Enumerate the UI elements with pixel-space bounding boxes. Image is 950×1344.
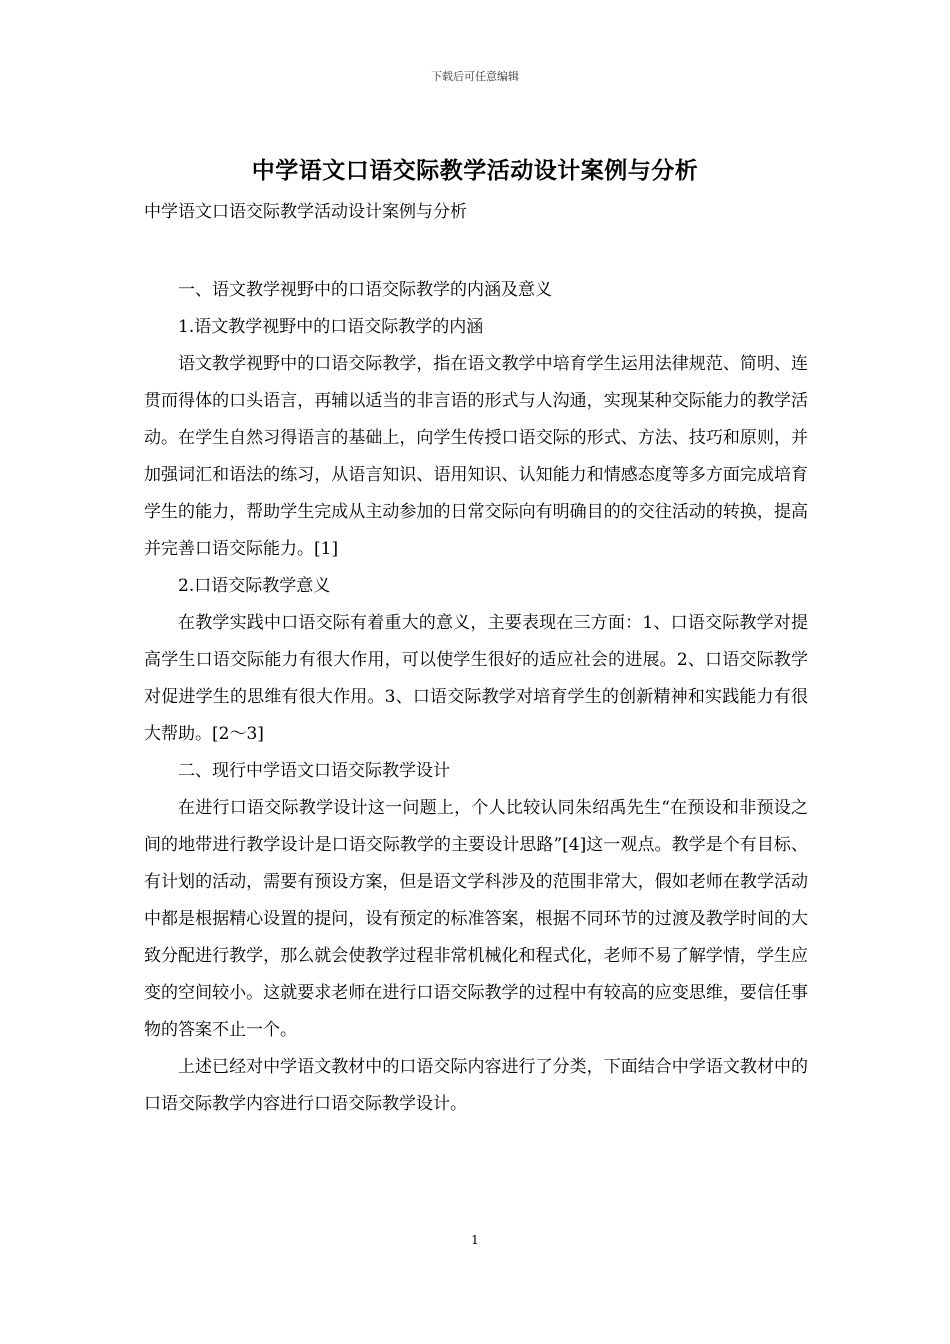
section-heading-1: 一、语文教学视野中的口语交际教学的内涵及意义	[178, 280, 552, 300]
section-heading-2: 二、现行中学语文口语交际教学设计	[178, 761, 450, 781]
subsection-heading-1-2: 2.口语交际教学意义	[178, 576, 331, 596]
body-paragraph: 在进行口语交际教学设计这一问题上，个人比较认同朱绍禹先生“在预设和非预设之间的地带进行教学设计是口语交际教学的主要设计思路”[4]这一观点。教学是个有目标、有计划的活动，需要有预设方案，但是语文学科涉及的范围非常大，假如老师在教学活动中都是根据精心设置的提问，设有预定的标准答案，根据不同环节的过渡及教学时间的大致分配进行教学，那么就会使教学过程非常机械化和程式化，老师不易了解学情，学生应变的空间较小。这就要求老师在进行口语交际教学的过程中有较高的应变思维，要信任事物的答案不止一个。	[144, 798, 808, 1040]
body-paragraph: 在教学实践中口语交际有着重大的意义，主要表现在三方面：1、口语交际教学对提高学生口语交际能力有很大作用，可以使学生很好的适应社会的进展。2、口语交际教学对促进学生的思维有很大作用。3、口语交际教学对培育学生的创新精神和实践能力有很大帮助。[2～3]	[144, 613, 808, 744]
body-paragraph: 上述已经对中学语文教材中的口语交际内容进行了分类，下面结合中学语文教材中的口语交际教学内容进行口语交际教学设计。	[144, 1057, 808, 1114]
document-title: 中学语文口语交际教学活动设计案例与分析	[251, 158, 699, 184]
document-body	[144, 198, 808, 1123]
page-header: 下载后可任意编辑	[431, 70, 519, 83]
subsection-heading-1-1: 1.语文教学视野中的口语交际教学的内涵	[178, 317, 484, 337]
document-subtitle: 中学语文口语交际教学活动设计案例与分析	[144, 202, 467, 222]
page-number: 1	[471, 1233, 479, 1247]
body-paragraph: 语文教学视野中的口语交际教学，指在语文教学中培育学生运用法律规范、简明、连贯而得体的口头语言，再辅以适当的非言语的形式与人沟通，实现某种交际能力的教学活动。在学生自然习得语言的基础上，向学生传授口语交际的形式、方法、技巧和原则，并加强词汇和语法的练习，从语言知识、语用知识、认知能力和情感态度等多方面完成培育学生的能力，帮助学生完成从主动参加的日常交际向有明确目的的交往活动的转换，提高并完善口语交际能力。[1]	[144, 354, 808, 559]
